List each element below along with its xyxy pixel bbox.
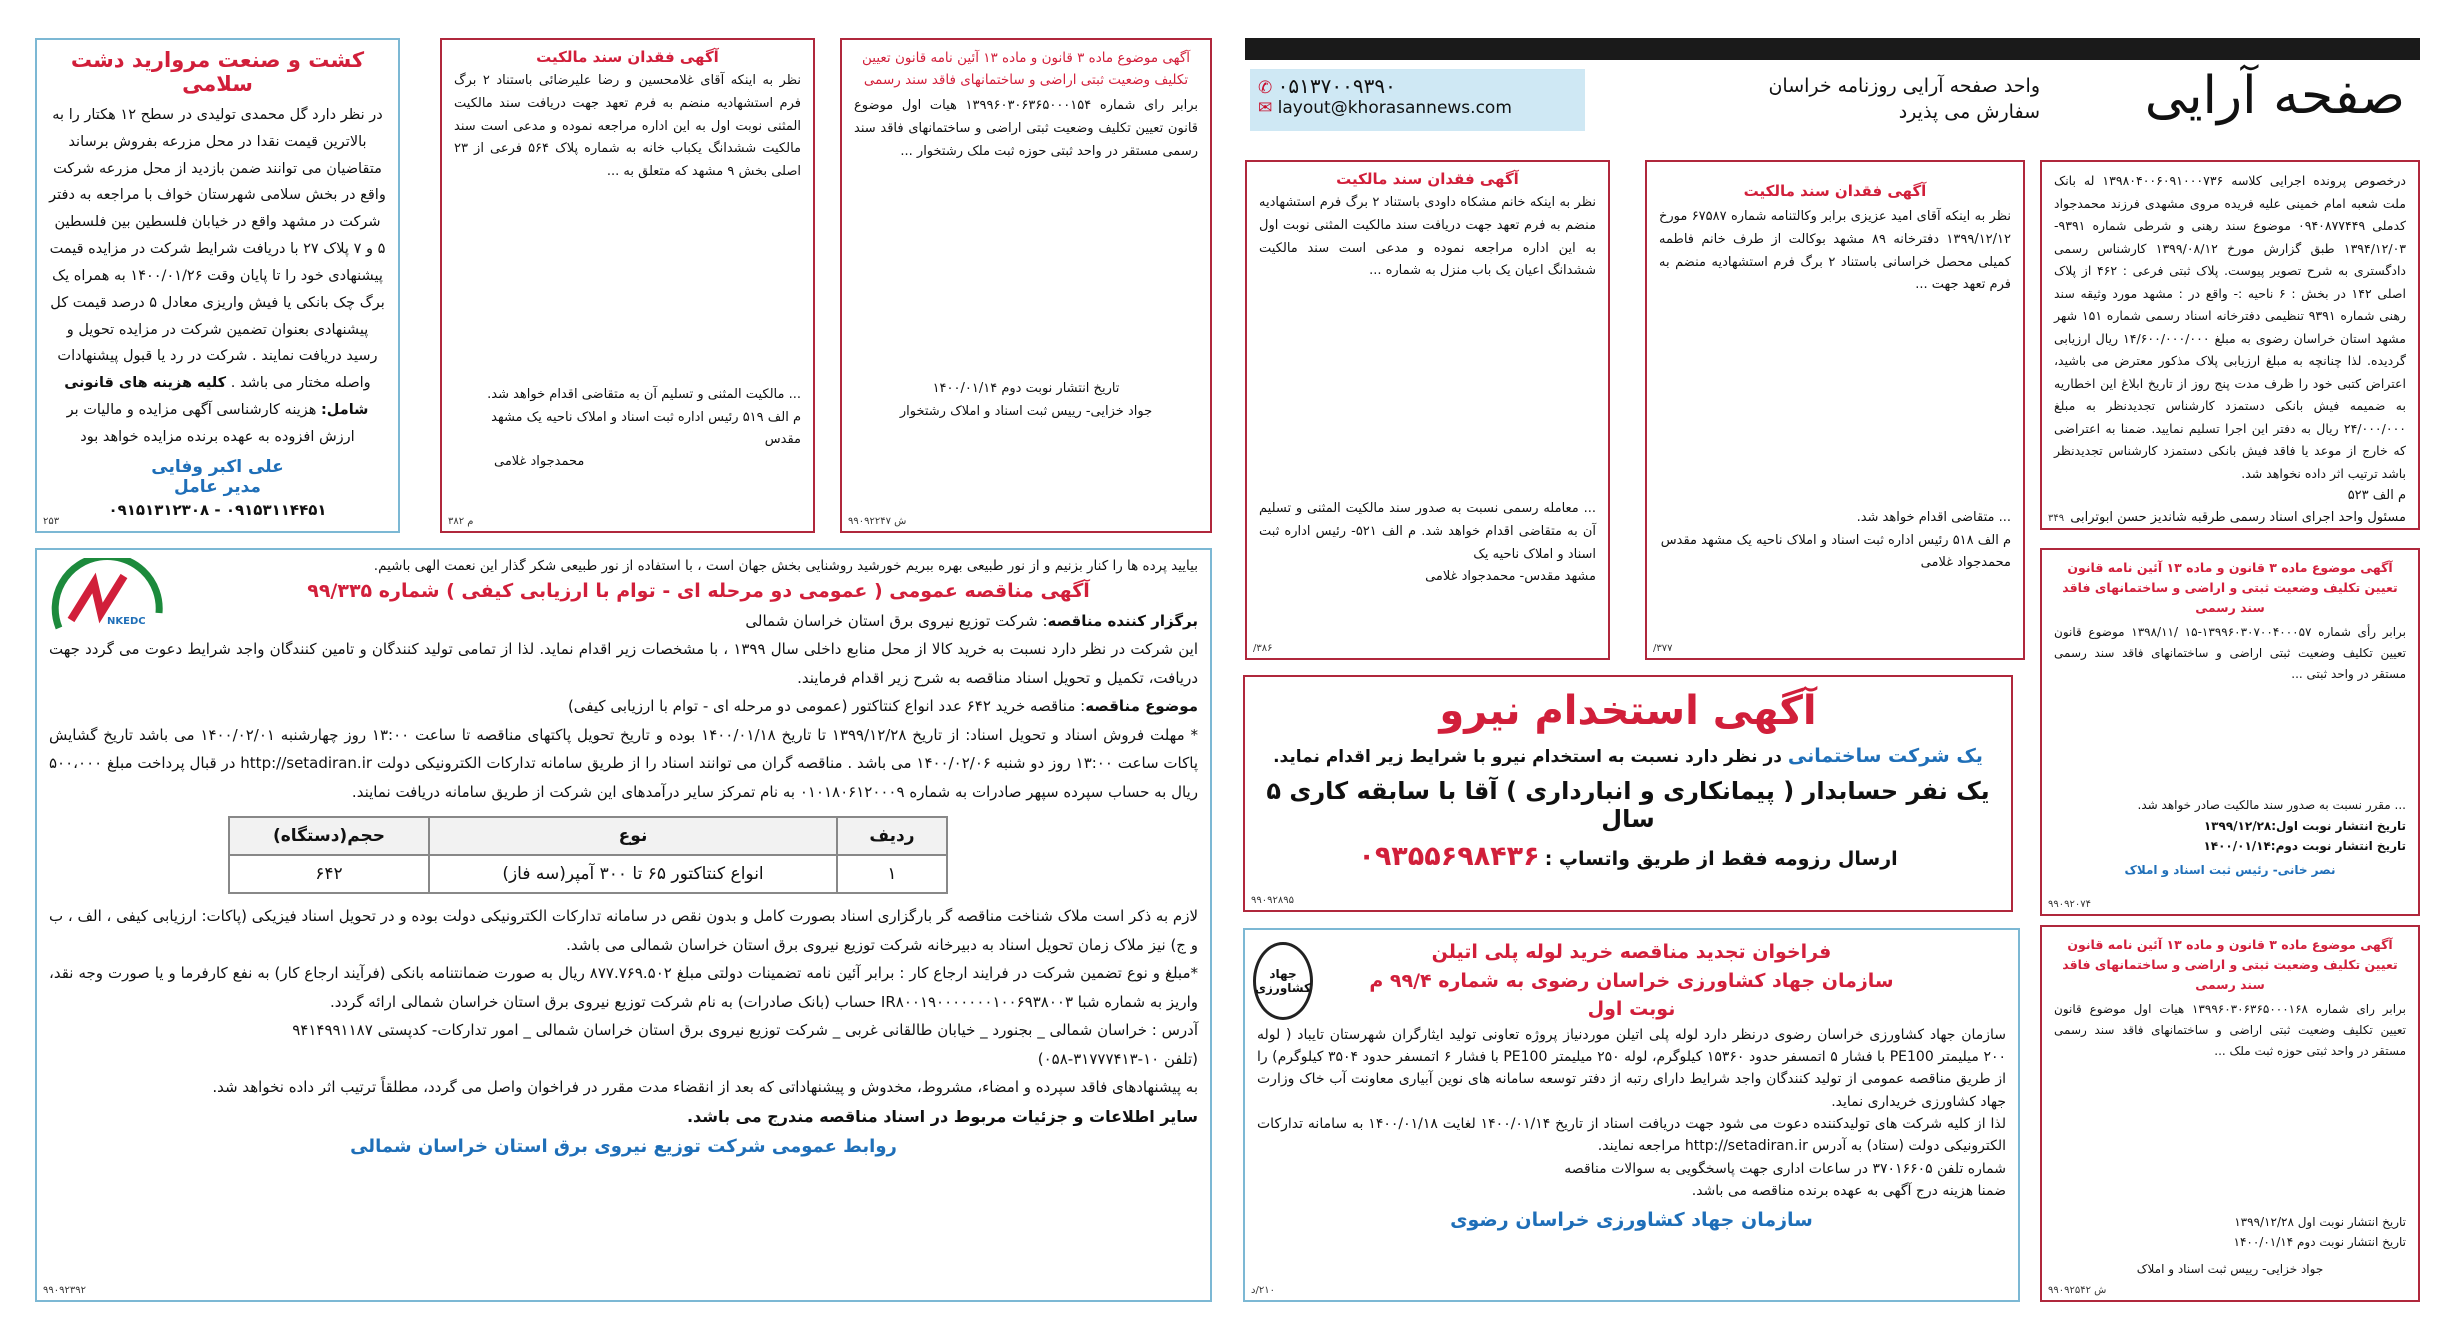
ad-phones: ۰۹۱۵۳۱۱۴۴۵۱ - ۰۹۱۵۱۳۱۲۳۰۸ bbox=[108, 500, 327, 519]
tender-paragraph-1: این شرکت در نظر دارد نسبت به خرید کالا از محل منابع داخلی سال ۱۳۹۹ ، با مشخصات زیر اقدام نماید. لذا از تمامی تولید کنندگان و تامین کنندگان واجد شرایط دعوت می گردد جهت دریافت، تکمیل و تحویل اسناد مناقصه به شرح زیر اقدام فرمایند. bbox=[49, 640, 1198, 687]
execution-notice-ad bbox=[2040, 160, 2420, 530]
publish-date-2: تاریخ انتشار نوبت دوم ۱۴۰۰/۰۱/۱۴ bbox=[2233, 1235, 2406, 1250]
phone-icon: ✆ bbox=[1258, 78, 1273, 98]
ad-body-continued bbox=[854, 163, 1198, 378]
ad-closing: ... متقاضی اقدام خواهد شد. bbox=[1856, 510, 2011, 525]
lost-deed-ad-3 bbox=[1645, 160, 2025, 660]
ad-code: ۹۹۰۹۲۳۹۲ bbox=[43, 1285, 86, 1296]
tender-paragraph-1: سازمان جهاد کشاورزی خراسان رضوی درنظر دارد لوله پلی اتیلن موردنیاز پروژه تعاونی تولید ایثارگران شهرستان تایباد ( لوله ۲۰۰ میلیمتر PE100 با فشار ۵ اتمسفر حدود ۱۵۳۶۰ کیلوگرم، لوله ۲۵۰ میلیمتر PE100 با فشار ۶ اتمسفر حدود ۳۵۰۴ کیلوگرم) را از طریق مناقصه عمومی از تولید کنندگان واجد شرایط دارای رتبه از دفتر توسعه سامانه های نوین آبیاری معاونت آب خاک وزارت جهاد کشاورزی خریداری نماید. bbox=[1257, 1026, 2007, 1110]
mail-icon: ✉ bbox=[1258, 98, 1273, 118]
ad-code: م ۳۸۲ bbox=[448, 516, 474, 527]
organizer-label: برگزار کننده مناقصه bbox=[1047, 612, 1198, 630]
ad-title: آگهی فقدان سند مالکیت bbox=[1336, 170, 1519, 188]
signer-name: نصر خانی- رئیس ثبت اسناد و املاک bbox=[2124, 862, 2336, 877]
ad-body: نظر به اینکه آقای امید عزیزی برابر وکالتنامه شماره ۶۷۵۸۷ مورخ ۱۳۹۹/۱۲/۱۲ دفترخانه ۸۹ مشهد بوکالت از طرف خانم فاطمه کمیلی محصل خراسانی باستناد ۲ برگ فرم استشهادیه منضم به فرم تعهد جهت ... bbox=[1659, 209, 2012, 293]
ad-title: آگهی استخدام نیرو bbox=[1439, 688, 1817, 734]
ad-body-2: هزینه کارشناسی آگهی مزایده و مالیات بر ارزش افزوده به عهده برنده مزایده خواهد بود bbox=[66, 401, 355, 445]
ad-closing: ... معامله رسمی نسبت به صدور سند مالکیت المثنی و تسلیم آن به متقاضی اقدام خواهد شد. م الف ۵۲۱- رئیس اداره ثبت اسناد و املاک ناحیه یک bbox=[1259, 501, 1596, 562]
ad-body-continued bbox=[1659, 297, 2011, 507]
contact-box bbox=[1250, 69, 1585, 131]
ad-title: آگهی موضوع ماده ۳ قانون و ماده ۱۳ آئین نامه قانون تعیین تکلیف وضعیت ثبتی و اراضی و ساختمانهای فاقد سند رسمی bbox=[2062, 937, 2398, 992]
signer-name: جواد خزایی- رییس ثبت اسناد و املاک رشتخوار bbox=[899, 403, 1153, 419]
ad-body: برابر رای شماره ۱۳۹۹۶۰۳۰۶۳۶۵۰۰۰۱۵۴ هیات اول موضوع قانون تعیین تکلیف وضعیت ثبتی اراضی و ساختمانهای فاقد سند رسمی مستقر در واحد ثبتی حوزه ثبت ملک رشتخوار ... bbox=[854, 98, 1198, 159]
ad-code: ش ۹۹۰۹۲۵۴۲ bbox=[2048, 1285, 2107, 1296]
tender-paragraph-3: لازم به ذکر است ملاک شناخت مناقصه گر بارگزاری اسناد بصورت کامل و بدون نقص در سامانه تدارکات الکترونیکی دولت بوده و در تحویل اسناد فیزیکی (پاکات: ارزیابی کیفی ، الف ، ب و ج) نیز ملاک زمان تحویل اسناد به دبیرخانه شرکت توزیع نیروی برق استان خراسان شمالی می باشد. bbox=[48, 907, 1198, 954]
column-header: ردیف bbox=[837, 817, 947, 855]
table-row bbox=[229, 855, 947, 893]
jihad-logo: جهاد کشاورزی bbox=[1253, 942, 1313, 1020]
ad-reference: م الف ۵۱۸ رئیس اداره ثبت اسناد و املاک ناحیه یک مشهد مقدس bbox=[1660, 532, 2011, 548]
tender-title: آگهی مناقصه عمومی ( عمومی دو مرحله ای - توام با ارزیابی کیفی ) شماره ۹۹/۳۳۵ bbox=[307, 580, 1090, 602]
ad-body-continued bbox=[1259, 283, 1596, 498]
header-subtitle bbox=[1768, 74, 2040, 125]
header-black-bar bbox=[1245, 38, 2420, 60]
subject-line bbox=[49, 692, 1198, 721]
email-row bbox=[1258, 98, 1577, 118]
resume-instruction: ارسال رزومه فقط از طریق واتساپ : bbox=[1544, 848, 1898, 870]
publish-date-2: تاریخ انتشار نوبت دوم:۱۴۰۰/۰۱/۱۴ bbox=[2203, 839, 2406, 854]
ad-title: آگهی موضوع ماده ۳ قانون و ماده ۱۳ آئین نامه قانون تعیین تکلیف وضعیت ثبتی اراضی و ساختمانهای فاقد سند رسمی bbox=[861, 50, 1191, 88]
tender-intro: بیایید پرده ها را کنار بزنیم و از نور طبیعی بهره ببریم خورشید روشنایی بخش جهان است ، با استفاده از نور طبیعی شکر گذار این نعمت الهی باشیم. bbox=[373, 558, 1198, 574]
ad-code: ۲۱۰/د bbox=[1251, 1285, 1275, 1296]
contact-line bbox=[1257, 841, 1999, 872]
contact-email[interactable]: layout@khorasannews.com bbox=[1277, 98, 1512, 118]
employment-ad bbox=[1243, 675, 2013, 912]
signer-role: مدیر عامل bbox=[174, 476, 261, 497]
pearl-auction-ad bbox=[35, 38, 400, 533]
tender-paragraph-3: شماره تلفن ۳۷۰۱۶۶۰۵ در ساعات اداری جهت پاسخگویی به سوالات مناقصه bbox=[1564, 1160, 2006, 1177]
tender-phone: (تلفن ۱۰-۳۱۷۷۷۴۱۳-۰۵۸) bbox=[1037, 1049, 1198, 1068]
ad-closing: ... مقرر نسبت به صدور سند مالکیت صادر خواهد شد. bbox=[2137, 798, 2406, 812]
nkedc-logo-icon bbox=[49, 558, 169, 648]
nkedc-logo bbox=[49, 558, 169, 648]
items-table bbox=[228, 816, 948, 894]
subtitle-line-2: سفارش می پذیرد bbox=[1898, 100, 2040, 123]
ad-code: ۹۹۰۹۲۸۹۵ bbox=[1251, 895, 1294, 906]
signer-name: محمدجواد غلامی bbox=[1920, 554, 2011, 570]
subject-label: موضوع مناقصه bbox=[1085, 697, 1198, 715]
tender-round: نوبت اول bbox=[1587, 998, 1676, 1020]
column-header: نوع bbox=[429, 817, 837, 855]
ad-body-continued bbox=[2054, 685, 2406, 795]
employment-intro-rest: در نظر دارد نسبت به استخدام نیرو با شرایط زیر اقدام نماید. bbox=[1273, 747, 1782, 767]
tender-subtitle: سازمان جهاد کشاورزی خراسان رضوی به شماره ۹۹/۴ م bbox=[1369, 969, 1894, 992]
tender-paragraph-4: *مبلغ و نوع تضمین شرکت در فرایند ارجاع کار : برابر آئین نامه تضمینات دولتی مبلغ ۸۷۷.۷۶۹.۵۰۲ ریال به صورت ضمانتنامه بانکی (فرآیند ارجاع کار) به نفع کارفرما و یا صورت وجه نقد، واریز به شماره شبا IR۸۰۰۱۹۰۰۰۰۰۰۰۱۰۰۶۹۳۸۰۰۳ حساب (بانک صادرات) به نام شرکت توزیع نیروی برق استان خراسان شمالی ارائه گردد. bbox=[49, 964, 1198, 1011]
table-header-row bbox=[229, 817, 947, 855]
ad-body: برابر رای شماره ۱۳۹۹۶۰۳۰۶۳۶۵۰۰۰۱۶۸ هیات اول موضوع قانون تعیین تکلیف وضعیت ثبتی اراضی و ساختمانهای فاقد سند رسمی مستقر در واحد ثبتی حوزه ثبت ملک ... bbox=[2054, 1002, 2406, 1058]
ad-bold-note: کلیه هزینه های قانونی شامل: bbox=[64, 375, 369, 418]
ad-body: درخصوص پرونده اجرایی کلاسه ۱۳۹۸۰۴۰۰۶۰۹۱۰۰۰۷۳۶ له بانک ملت شعبه امام خمینی علیه فریده مروی مشهدی فرزند محمدجواد کدملی ۰۹۴۰۸۷۷۴۴۹ موضوع سند رهنی و شرطی شماره ۹۳۹۱- ۱۳۹۴/۱۲/۰۳ طبق گزارش مورخ ۱۳۹۹/۰۸/۱۲ کارشناس رسمی دادگستری به شرح تصویر پیوست. پلاک ثبتی فرعی : ۴۶۲ از پلاک اصلی ۱۴۲ در بخش : ۶ ناحیه :- واقع در : مشهد مورد وثیقه سند رهنی شماره ۹۳۹۱ تنظیمی دفترخانه اسناد رسمی شماره ۱۵۱ شهر مشهد استان خراسان رضوی به مبلغ ۱۴/۶۰۰/۰۰۰/۰۰۰ ریال ارزیابی گردیده. لذا چنانچه به مبلغ ارزیابی پلاک مذکور معترض می باشید، اعتراض کتبی خود را ظرف مدت پنج روز از تاریخ ابلاغ این اخطاریه به ضمیمه فیش بانکی دستمزد کارشناس تجدیدنظر به مبلغ ۲۴/۰۰۰/۰۰۰ ریال به دفتر این اجرا تسلیم نمایید. ضمنا به اعتراضی که خارج از موعد یا فاقد فیش بانکی دستمزد کارشناس تجدیدنظر باشد ترتیب اثر داده نخواهد شد. bbox=[2054, 173, 2407, 481]
subject: : مناقصه خرید ۶۴۲ عدد انواع کنتاکتور (عمومی دو مرحله ای - توام با ارزیابی کیفی) bbox=[567, 697, 1086, 715]
ad-reference: م الف ۵۱۹ رئیس اداره ثبت اسناد و املاک ناحیه یک مشهد مقدس bbox=[491, 409, 801, 447]
phone-row bbox=[1258, 74, 1577, 98]
tender-title: فراخوان تجدید مناقصه خرید لوله پلی اتیلن bbox=[1431, 941, 1832, 963]
table-cell: ۱ bbox=[837, 855, 947, 893]
tender-paragraph-2: * مهلت فروش اسناد و تحویل اسناد: از تاریخ ۱۳۹۹/۱۲/۲۸ تا تاریخ ۱۴۰۰/۰۱/۱۸ بوده و تاریخ تحویل پاکتهای مناقصه تا ساعت ۱۳:۰۰ روز چهارشنبه ۱۴۰۰/۰۲/۰۱ می باشد تاریخ گشایش پاکات ساعت ۱۳:۰۰ روز دو شنبه ۱۴۰۰/۰۲/۰۶ می باشد . مناقصه گران می توانند اسناد را از طریق سامانه تدارکات الکترونیکی دولت http://setadiran.ir در قبال پرداخت مبلغ ۵۰۰،۰۰۰ ریال به حساب سپرده سپهر صادرات به شماره ۰۱۰۱۸۰۶۱۲۰۰۰۹ به نام تمرکز سایر درآمدهای این شرکت از طریق سامانه دریافت نمایند. bbox=[49, 725, 1198, 801]
ad-code: ۳۸۶/ bbox=[1253, 643, 1273, 654]
table-cell: ۶۴۲ bbox=[229, 855, 429, 893]
power-tender-ad bbox=[35, 548, 1212, 1302]
contact-phone: ۰۵۱۳۷۰۰۹۳۹۰ bbox=[1277, 74, 1396, 98]
signer-name: مسئول واحد اجرای اسناد رسمی طرقبه شاندیز حسن ابوترابی bbox=[2070, 510, 2406, 526]
organizer: : شرکت توزیع نیروی برق استان خراسان شمالی bbox=[745, 612, 1048, 630]
ad-title: آگهی فقدان سند مالکیت bbox=[536, 48, 719, 66]
ad-code: ۹۹۰۹۲۰۷۴ bbox=[2048, 899, 2091, 910]
ad-code: ش ۹۹۰۹۲۲۴۷ bbox=[848, 516, 907, 527]
ad-closing: ... مالکیت المثنی و تسلیم آن به متقاضی اقدام خواهد شد. bbox=[487, 386, 801, 402]
organizer-line bbox=[49, 608, 1198, 635]
column-header: حجم(دستگاه) bbox=[229, 817, 429, 855]
ad-code: ۲۵۳ bbox=[43, 516, 60, 527]
jihad-tender-ad bbox=[1243, 928, 2020, 1302]
lost-deed-ad-2 bbox=[1245, 160, 1610, 660]
ad-body-continued bbox=[454, 184, 801, 384]
ad-title: آگهی موضوع ماده ۳ قانون و ماده ۱۳ آئین نامه قانون تعیین تکلیف وضعیت ثبتی و اراضی و ساختمانهای فاقد سند رسمی bbox=[2062, 560, 2398, 615]
company-highlight: یک شرکت ساختمانی bbox=[1787, 745, 1983, 767]
publish-date-1: تاریخ انتشار نوبت اول:۱۳۹۹/۱۲/۲۸ bbox=[2203, 819, 2406, 833]
tender-paragraph-5: به پیشنهادهای فاقد سپرده و امضاء، مشروط، مخدوش و پیشنهاداتی که بعد از انقضاء مدت مقرر در فراخوان واصل می گردد، مطلقاً ترتیب اثر داده نخواهد شد. bbox=[212, 1078, 1198, 1096]
ad-body-continued bbox=[2054, 1062, 2406, 1212]
publish-date-2: تاریخ انتشار نوبت دوم ۱۴۰۰/۰۱/۱۴ bbox=[932, 381, 1120, 397]
whatsapp-phone: ۰۹۳۵۵۶۹۸۴۳۶ bbox=[1358, 841, 1540, 872]
page-header bbox=[1245, 62, 2420, 157]
ad-body: نظر به اینکه خانم مشکاه داودی باستناد ۲ برگ فرم استشهادیه منضم به فرم تعهد جهت دریافت سند مالکیت المثنی نوبت اول به این اداره مراجعه نموده و مدعی است سند مالکیت ششدانگ اعیان یک باب منزل به شماره ... bbox=[1259, 195, 1596, 279]
ad-body: نظر به اینکه آقای غلامحسین و رضا علیرضائی باستناد ۲ برگ فرم استشهادیه منضم به فرم تعهد جهت دریافت سند مالکیت المثنی نوبت اول به این اداره مراجعه نموده و مدعی است سند مالکیت ششدانگ یکباب خانه به شماره پلاک ۵۶۴ فرعی از ۲۳ اصلی بخش ۹ مشهد که متعلق به ... bbox=[454, 73, 801, 179]
law-article-3-ad-3 bbox=[2040, 925, 2420, 1302]
table-cell: انواع کنتاکتور ۶۵ تا ۳۰۰ آمپر(سه فاز) bbox=[429, 855, 837, 893]
ad-reference: م الف ۵۲۳ bbox=[2347, 488, 2406, 503]
tender-paragraph-4: ضمنا هزینه درج آگهی به عهده برنده مناقصه می باشد. bbox=[1691, 1183, 2006, 1200]
job-position: یک نفر حسابدار ( پیمانکاری و انبارداری ) آقا با سابقه کاری ۵ سال bbox=[1266, 777, 1990, 833]
tender-paragraph-2: لذا از کلیه شرکت های تولیدکننده دعوت می شود جهت دریافت اسناد از تاریخ ۱۴۰۰/۰۱/۱۴ لغایت ۱۴۰۰/۰۱/۱۸ به سامانه تدارکات الکترونیکی دولت (ستاد) به آدرس http://setadiran.ir مراجعه نمایند. bbox=[1257, 1116, 2006, 1155]
publish-date-1: تاریخ انتشار نوبت اول ۱۳۹۹/۱۲/۲۸ bbox=[2234, 1215, 2406, 1229]
signer-name: علی اکبر وفایی bbox=[151, 456, 284, 477]
ad-body: برابر رأی شماره ۱۳۹۹۶۰۳۰۷۰۰۴۰۰۰۵۷-۱۵ /۱۳۹۸/۱۱ موضوع قانون تعیین تکلیف وضعیت ثبتی اراضی و ساختمانهای فاقد سند رسمی مستقر در واحد ثبتی ... bbox=[2054, 625, 2406, 681]
tender-paragraph-6: سایر اطلاعات و جزئیات مربوط در اسناد مناقصه مندرج می باشد. bbox=[686, 1106, 1198, 1126]
page-title: صفحه آرایی bbox=[2144, 66, 2405, 126]
ad-code: ۳۷۷/ bbox=[1653, 643, 1673, 654]
tender-footer: سازمان جهاد کشاورزی خراسان رضوی bbox=[1450, 1208, 1813, 1231]
law-article-3-ad-1 bbox=[840, 38, 1212, 533]
law-article-3-ad-2 bbox=[2040, 548, 2420, 916]
ad-body: در نظر دارد گل محمدی تولیدی در سطح ۱۲ هکتار را به بالاترین قیمت نقدا در محل مزرعه بفروش برساند متقاضیان می توانند ضمن بازدید از محل مزرعه شرکت واقع در بخش سلامی شهرستان خواف با مراجعه به دفتر شرکت در مشهد واقع در خیابان فلسطین بین فلسطین ۵ و ۷ پلاک ۲۷ با دریافت شرایط شرکت در مزایده قیمت پیشنهادی خود را تا پایان وقت ۱۴۰۰/۰۱/۲۶ به همراه یک برگ چک بانکی یا فیش واریزی معادل ۵ درصد قیمت کل پیشنهادی بعنوان تضمین شرکت در مزایده تحویل و رسید دریافت نمایند . شرکت در رد یا قبول پیشنهادات واصله مختار می باشد . bbox=[49, 107, 386, 392]
ad-code: ۳۴۹ bbox=[2048, 513, 2065, 524]
subtitle-line-1: واحد صفحه آرایی روزنامه خراسان bbox=[1768, 75, 2040, 97]
employment-intro bbox=[1257, 745, 1999, 767]
lost-deed-ad-1 bbox=[440, 38, 815, 533]
tender-footer: روابط عمومی شرکت توزیع نیروی برق استان خراسان شمالی bbox=[350, 1135, 897, 1157]
tender-address: آدرس : خراسان شمالی _ بجنورد _ خیابان طالقانی غربی _ شرکت توزیع نیروی برق استان خراسان شمالی _ امور تدارکات- کدپستی ۹۴۱۴۹۹۱۱۸۷ bbox=[292, 1021, 1198, 1039]
logo-text: NKEDC bbox=[107, 616, 146, 627]
signer-name: مشهد مقدس- محمدجواد غلامی bbox=[1425, 569, 1596, 585]
ad-title: کشت و صنعت مروارید دشت سلامی bbox=[70, 48, 365, 96]
signer-name: محمدجواد غلامی bbox=[494, 453, 585, 469]
ad-title: آگهی فقدان سند مالکیت bbox=[1743, 182, 1927, 200]
signer-name: جواد خزایی- رییس ثبت اسناد و املاک bbox=[2136, 1261, 2324, 1276]
